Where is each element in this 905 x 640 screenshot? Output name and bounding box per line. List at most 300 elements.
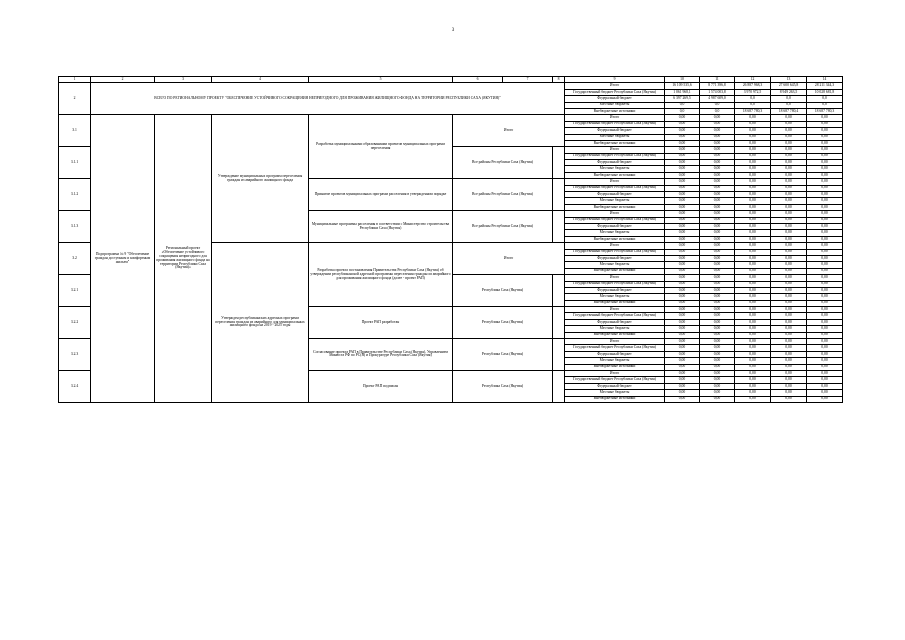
funding-source: Итого (565, 115, 665, 121)
value-cell: 0,00 (700, 339, 735, 345)
value-cell: 0,00 (665, 332, 700, 338)
funding-source: Государственный бюджет Республики Саха (Якутия) (565, 249, 665, 255)
value-cell: 0,00 (735, 358, 771, 364)
funding-source: Местные бюджеты (565, 262, 665, 268)
value-cell: 0,00 (807, 275, 843, 281)
value-cell: 0,00 (665, 345, 700, 351)
value-cell: 0,00 (771, 128, 807, 134)
value-cell: 0,00 (700, 179, 735, 185)
value-cell: 0,00 (735, 115, 771, 121)
value-cell: 0,00 (771, 134, 807, 140)
row-id: 3.2.1 (59, 275, 91, 307)
value-cell: 0,00 (735, 287, 771, 293)
value-cell: 0,00 (807, 140, 843, 146)
budget-table (58, 76, 843, 403)
value-cell: 0,00 (700, 160, 735, 166)
value-cell: 0,00 (771, 204, 807, 210)
value-cell: 0,00 (771, 236, 807, 242)
value-cell: 0,00 (807, 185, 843, 191)
value-cell: 0,00 (771, 275, 807, 281)
value-cell: 0,00 (700, 319, 735, 325)
value-cell: 0,00 (771, 319, 807, 325)
value-cell: 0,00 (700, 275, 735, 281)
value-cell: 0,00 (700, 390, 735, 396)
value-cell: 0,00 (735, 134, 771, 140)
value-cell: 0,00 (665, 262, 700, 268)
value-cell: 0,00 (807, 211, 843, 217)
row-id: 3.2.4 (59, 370, 91, 402)
funding-source: Государственный бюджет Республики Саха (Якутия) (565, 313, 665, 319)
value-cell: 0,00 (807, 262, 843, 268)
executor-name: Республика Саха (Якутия) (453, 339, 553, 371)
value-cell: 0,00 (807, 243, 843, 249)
executor-name: Все районы Республики Саха (Якутия) (453, 179, 553, 211)
value-cell: 0,00 (665, 377, 700, 383)
value-cell: 0,00 (771, 179, 807, 185)
value-cell: 0,00 (807, 128, 843, 134)
value-cell: 0,00 (700, 332, 735, 338)
value-cell: 0,00 (700, 211, 735, 217)
value-cell: 1 061 968,1 (665, 89, 700, 95)
row-id: 3.1 (59, 115, 91, 147)
value-cell: 0,00 (700, 204, 735, 210)
value-cell: 0,00 (807, 345, 843, 351)
value-cell: 0,00 (700, 236, 735, 242)
value-cell: 0,00 (735, 243, 771, 249)
value-cell: 0,00 (700, 396, 735, 402)
value-cell: 0,00 (771, 390, 807, 396)
event-name: Разработка проекта постановления Правительства Республики Саха (Якутия) об утверждении республиканской адресной программы переселения граждан из аварийного для проживания жилищного фонда (далее - проект РАП) (309, 243, 453, 307)
value-cell: 0,00 (735, 319, 771, 325)
value-cell: 0,00 (700, 326, 735, 332)
funding-source: Итого (565, 275, 665, 281)
column-number: 1 (59, 77, 91, 83)
empty-cell (553, 211, 565, 243)
value-cell: 0,00 (735, 140, 771, 146)
value-cell: 0,00 (665, 198, 700, 204)
value-cell: 0,00 (771, 332, 807, 338)
funding-source: Государственный бюджет Республики Саха (Якутия) (565, 185, 665, 191)
value-cell: 0,00 (735, 249, 771, 255)
column-number: 6 (453, 77, 503, 83)
value-cell: 0,00 (771, 249, 807, 255)
funding-source: Внебюджетные источники (565, 268, 665, 274)
value-cell: 0,00 (700, 153, 735, 159)
value-cell: 0,00 (700, 307, 735, 313)
value-cell: 0,00 (735, 268, 771, 274)
value-cell: 0,00 (771, 345, 807, 351)
value-cell: 27 600 645,8 (771, 83, 807, 89)
value-cell: 0,00 (771, 192, 807, 198)
value-cell: 0,00 (771, 217, 807, 223)
value-cell: 0,00 (665, 243, 700, 249)
funding-source: Внебюджетные источники (565, 236, 665, 242)
funding-source: Местные бюджеты (565, 326, 665, 332)
value-cell: 0,00 (700, 377, 735, 383)
value-cell: 0,00 (807, 223, 843, 229)
value-cell: 8 771 396,8 (700, 83, 735, 89)
value-cell: 0,00 (735, 300, 771, 306)
value-cell: 0,00 (807, 153, 843, 159)
value-cell: 0,00 (771, 172, 807, 178)
funding-source: Местные бюджеты (565, 198, 665, 204)
value-cell: 0,00 (665, 358, 700, 364)
value-cell: 0,00 (665, 300, 700, 306)
value-cell: 0,00 (700, 217, 735, 223)
value-cell: 0,00 (735, 121, 771, 127)
value-cell: 0,00 (807, 230, 843, 236)
funding-source: Федеральный бюджет (565, 287, 665, 293)
value-cell: 0,00 (771, 121, 807, 127)
value-cell: 0,00 (700, 300, 735, 306)
value-cell: 0,00 (735, 217, 771, 223)
value-cell: 0,00 (807, 134, 843, 140)
value-cell: 0,00 (700, 140, 735, 146)
value-cell: 0,00 (771, 185, 807, 191)
value-cell: 0,00 (700, 166, 735, 172)
value-cell: 0,00 (665, 121, 700, 127)
value-cell: 0,00 (700, 383, 735, 389)
value-cell: 0,00 (665, 172, 700, 178)
value-cell: 0,00 (700, 262, 735, 268)
value-cell: 0,00 (735, 326, 771, 332)
funding-source: Федеральный бюджет (565, 160, 665, 166)
row-id: 3.2.2 (59, 307, 91, 339)
value-cell: 0,00 (771, 211, 807, 217)
value-cell: 0,00 (665, 255, 700, 261)
value-cell: 0,00 (665, 268, 700, 274)
value-cell: 0,00 (665, 396, 700, 402)
value-cell: 0,00 (807, 300, 843, 306)
value-cell: 1 574 003,8 (700, 89, 735, 95)
value-cell: 0,00 (735, 307, 771, 313)
funding-source: Местные бюджеты (565, 102, 665, 108)
column-number: 3 (155, 77, 212, 83)
value-cell: 0,00 (665, 185, 700, 191)
funding-source: Итого (565, 147, 665, 153)
funding-source: Внебюджетные источники (565, 332, 665, 338)
column-number: 5 (309, 77, 453, 83)
funding-source: Внебюджетные источники (565, 108, 665, 114)
value-cell: 0,00 (735, 332, 771, 338)
value-cell: 0,00 (700, 192, 735, 198)
value-cell: 0,00 (807, 115, 843, 121)
value-cell: 0,00 (735, 192, 771, 198)
value-cell: 0,00 (700, 313, 735, 319)
value-cell: 0,00 (771, 377, 807, 383)
funding-source: Внебюджетные источники (565, 140, 665, 146)
value-cell: 0,00 (807, 217, 843, 223)
value-cell: 0,00 (807, 396, 843, 402)
funding-source: Внебюджетные источники (565, 300, 665, 306)
funding-source: Местные бюджеты (565, 390, 665, 396)
column-number: 4 (212, 77, 309, 83)
value-cell: 0,00 (735, 179, 771, 185)
column-number: 13 (771, 77, 807, 83)
value-cell: 6 397 269,5 (665, 96, 700, 102)
empty-cell (553, 370, 565, 402)
value-cell: 0,00 (807, 383, 843, 389)
value-cell: 0,00 (771, 198, 807, 204)
value-cell: 0,00 (771, 230, 807, 236)
value-cell: 0,00 (735, 390, 771, 396)
subprogram-name: Подпрограмма № 9 "Обеспечение граждан доступным и комфортным жильем" (91, 115, 155, 403)
value-cell: 0,00 (771, 351, 807, 357)
value-cell: 0,00 (807, 390, 843, 396)
funding-source: Итого (565, 370, 665, 376)
value-cell: 0,00 (735, 147, 771, 153)
funding-source: Итого (565, 211, 665, 217)
value-cell: 0,00 (735, 275, 771, 281)
value-cell: 0,00 (735, 230, 771, 236)
event-name: Проект РАП подписан (309, 370, 453, 402)
executor-name: Все районы Республики Саха (Якутия) (453, 211, 553, 243)
value-cell: 0,00 (771, 255, 807, 261)
value-cell: 0,00 (700, 287, 735, 293)
value-cell: 0,00 (700, 121, 735, 127)
value-cell: 0,00 (771, 383, 807, 389)
value-cell: 0,00 (807, 147, 843, 153)
value-cell: 0,00 (807, 249, 843, 255)
value-cell: 0,00 (771, 396, 807, 402)
value-cell: 0,0 (665, 108, 700, 114)
value-cell: 0,00 (700, 134, 735, 140)
value-cell: 0,00 (700, 358, 735, 364)
empty-cell (553, 179, 565, 211)
funding-source: Итого (565, 179, 665, 185)
value-cell: 0,00 (807, 294, 843, 300)
value-cell: 0,00 (700, 364, 735, 370)
column-number: 11 (700, 77, 735, 83)
event-name: Проект РАП разработан (309, 307, 453, 339)
executor-name: Республика Саха (Якутия) (453, 275, 553, 307)
value-cell: 0,00 (807, 351, 843, 357)
value-cell: 0,00 (665, 313, 700, 319)
funding-source: Государственный бюджет Республики Саха (Якутия) (565, 281, 665, 287)
value-cell: 8 949 263,5 (771, 89, 807, 95)
value-cell: 0,00 (665, 390, 700, 396)
value-cell: 0,00 (807, 364, 843, 370)
funding-source: Федеральный бюджет (565, 128, 665, 134)
value-cell: 0,00 (807, 236, 843, 242)
value-cell: 4 987 609,0 (700, 96, 735, 102)
empty-cell (553, 307, 565, 339)
value-cell: 0,00 (771, 313, 807, 319)
value-cell: 0,00 (735, 211, 771, 217)
value-cell: 0,00 (807, 166, 843, 172)
value-cell: 0,00 (735, 153, 771, 159)
value-cell: 0,00 (700, 351, 735, 357)
row-id: 3.2.3 (59, 339, 91, 371)
value-cell: 0,00 (807, 358, 843, 364)
row-id: 3.2 (59, 243, 91, 275)
value-cell: 0,00 (700, 255, 735, 261)
value-cell: 0,00 (665, 383, 700, 389)
executor-name: Все районы Республики Саха (Якутия) (453, 147, 553, 179)
value-cell: 0,00 (700, 370, 735, 376)
value-cell: 0,00 (665, 140, 700, 146)
value-cell: 0,00 (735, 294, 771, 300)
column-number: 10 (665, 77, 700, 83)
value-cell: 0,00 (735, 166, 771, 172)
value-cell: 0,00 (665, 217, 700, 223)
funding-source: Внебюджетные источники (565, 364, 665, 370)
value-cell: 0,00 (665, 319, 700, 325)
value-cell: 0,00 (665, 364, 700, 370)
value-cell: 0,00 (735, 396, 771, 402)
column-number: 2 (91, 77, 155, 83)
value-cell: 0,00 (665, 351, 700, 357)
funding-source: Внебюджетные источники (565, 204, 665, 210)
funding-source: Итого (565, 243, 665, 249)
value-cell: 18 687 780,3 (807, 108, 843, 114)
event-name: Муниципальные программы расселения в соответствии с Министерство строительства Республики Саха (Якутия) (309, 211, 453, 243)
value-cell: 0,00 (771, 166, 807, 172)
funding-source: Государственный бюджет Республики Саха (Якутия) (565, 377, 665, 383)
column-number: 9 (565, 77, 665, 83)
value-cell: 0,00 (665, 223, 700, 229)
value-cell: 0,0 (807, 102, 843, 108)
value-cell: 0,00 (807, 370, 843, 376)
value-cell: 0,00 (735, 198, 771, 204)
value-cell: 0,00 (665, 249, 700, 255)
responsible-name: Региональный проект «Обеспечение устойчивого сокращения непригодного для проживания жилищного фонда на территории Республики Саха (Якутия)» (155, 115, 212, 403)
row-id: 3.1.3 (59, 211, 91, 243)
value-cell: 0,00 (700, 128, 735, 134)
value-cell: 0,00 (700, 243, 735, 249)
value-cell: 16 109 535,6 (665, 83, 700, 89)
value-cell: 0,00 (735, 223, 771, 229)
funding-source: Итого (565, 339, 665, 345)
funding-source: Государственный бюджет Республики Саха (Якутия) (565, 89, 665, 95)
value-cell: 0,00 (735, 364, 771, 370)
value-cell: 28 211 344,3 (807, 83, 843, 89)
value-cell: 0,00 (735, 255, 771, 261)
value-cell: 0,00 (807, 287, 843, 293)
row-id: 2 (59, 83, 91, 115)
value-cell: 0,00 (807, 179, 843, 185)
funding-source: Итого (565, 83, 665, 89)
value-cell: 18 687 780,4 (771, 108, 807, 114)
value-cell: 0,0 (771, 102, 807, 108)
value-cell: 0,00 (735, 160, 771, 166)
value-cell: 0,00 (771, 160, 807, 166)
value-cell: 0,00 (807, 255, 843, 261)
executor-name: Республика Саха (Якутия) (453, 307, 553, 339)
funding-source: Государственный бюджет Республики Саха (Якутия) (565, 121, 665, 127)
value-cell: 0,0 (807, 96, 843, 102)
funding-source: Федеральный бюджет (565, 255, 665, 261)
value-cell: 0,00 (807, 192, 843, 198)
value-cell: 0,00 (700, 294, 735, 300)
executor-name: Итого (453, 243, 565, 275)
value-cell: 10 028 681,8 (807, 89, 843, 95)
value-cell: 0,00 (807, 160, 843, 166)
value-cell: 0,00 (771, 358, 807, 364)
value-cell: 0,00 (735, 339, 771, 345)
value-cell: 0,00 (665, 281, 700, 287)
funding-source: Государственный бюджет Республики Саха (Якутия) (565, 345, 665, 351)
value-cell: 0,00 (771, 223, 807, 229)
value-cell: 0,00 (665, 153, 700, 159)
value-cell: 0,00 (771, 243, 807, 249)
value-cell: 0,0 (700, 108, 735, 114)
value-cell: 0,00 (807, 172, 843, 178)
value-cell: 0,00 (771, 268, 807, 274)
funding-source: Государственный бюджет Республики Саха (Якутия) (565, 153, 665, 159)
value-cell: 0,00 (807, 307, 843, 313)
column-number: 8 (553, 77, 565, 83)
funding-source: Федеральный бюджет (565, 383, 665, 389)
value-cell: 0,00 (700, 268, 735, 274)
value-cell: 0,00 (665, 236, 700, 242)
executor-name: Республика Саха (Якутия) (453, 370, 553, 402)
funding-source: Местные бюджеты (565, 358, 665, 364)
value-cell: 0,0 (771, 96, 807, 102)
value-cell: 0,00 (771, 140, 807, 146)
empty-cell (553, 275, 565, 307)
value-cell: 0,00 (665, 287, 700, 293)
value-cell: 0,00 (807, 339, 843, 345)
value-cell: 0,00 (735, 281, 771, 287)
value-cell: 0,0 (665, 102, 700, 108)
value-cell: 0,0 (700, 102, 735, 108)
value-cell: 0,00 (735, 262, 771, 268)
value-cell: 0,00 (771, 287, 807, 293)
value-cell: 0,00 (771, 370, 807, 376)
value-cell: 0,00 (665, 160, 700, 166)
value-cell: 0,00 (807, 204, 843, 210)
value-cell: 0,0 (735, 96, 771, 102)
funding-source: Внебюджетные источники (565, 172, 665, 178)
value-cell: 0,0 (735, 102, 771, 108)
value-cell: 0,00 (735, 204, 771, 210)
value-cell: 0,00 (807, 319, 843, 325)
value-cell: 0,00 (771, 307, 807, 313)
value-cell: 0,00 (700, 172, 735, 178)
funding-source: Федеральный бюджет (565, 192, 665, 198)
funding-source: Местные бюджеты (565, 230, 665, 236)
value-cell: 0,00 (771, 364, 807, 370)
value-cell: 0,00 (700, 115, 735, 121)
row-id: 3.1.2 (59, 179, 91, 211)
event-name: Разработка муниципальными образованиями проектов муниципальных программ переселения (309, 115, 453, 179)
value-cell: 0,00 (700, 281, 735, 287)
measure-name: Утверждение муниципальных программ переселения граждан из аварийного жилищного фонда (212, 115, 309, 243)
value-cell: 0,00 (771, 294, 807, 300)
value-cell: 0,00 (665, 230, 700, 236)
column-number: 7 (503, 77, 553, 83)
value-cell: 0,00 (700, 147, 735, 153)
value-cell: 0,00 (735, 377, 771, 383)
value-cell: 0,00 (665, 179, 700, 185)
value-cell: 0,00 (665, 147, 700, 153)
funding-source: Государственный бюджет Республики Саха (Якутия) (565, 217, 665, 223)
value-cell: 0,00 (771, 153, 807, 159)
value-cell: 0,00 (807, 198, 843, 204)
funding-source: Федеральный бюджет (565, 351, 665, 357)
value-cell: 26 887 968,3 (735, 83, 771, 89)
value-cell: 3 970 972,5 (735, 89, 771, 95)
value-cell: 0,00 (665, 339, 700, 345)
value-cell: 0,00 (771, 300, 807, 306)
value-cell: 0,00 (665, 115, 700, 121)
value-cell: 0,00 (665, 326, 700, 332)
value-cell: 0,00 (665, 370, 700, 376)
value-cell: 0,00 (665, 166, 700, 172)
value-cell: 0,00 (807, 377, 843, 383)
value-cell: 0,00 (735, 345, 771, 351)
